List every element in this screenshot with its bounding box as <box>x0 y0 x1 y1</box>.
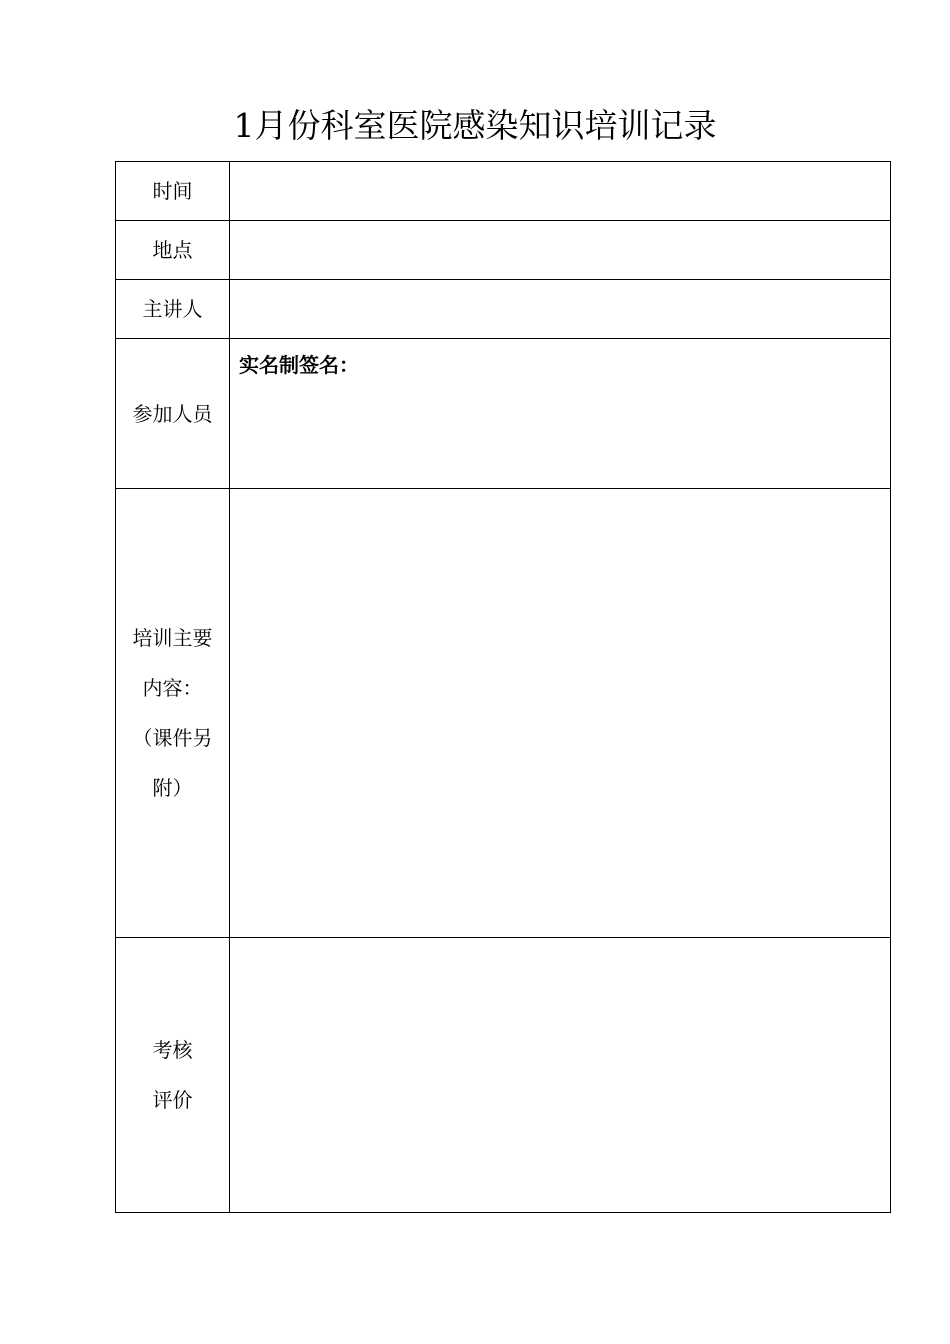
content-label-line: （课件另 <box>132 726 213 750</box>
row-participants <box>116 339 891 489</box>
content-label-line: 附） <box>152 776 193 800</box>
evaluation-label <box>116 938 230 1213</box>
time-value-field[interactable] <box>230 162 891 221</box>
speaker-label: 主讲人 <box>116 280 230 339</box>
participants-signin-field[interactable] <box>230 339 891 489</box>
row-location <box>116 221 891 280</box>
content-label-line: 内容： <box>142 676 203 700</box>
content-label-line: 培训主要 <box>132 626 213 650</box>
content-value-field[interactable] <box>230 489 891 938</box>
evaluation-value-field[interactable] <box>230 938 891 1213</box>
signin-label: 实名制签名： <box>239 353 359 377</box>
location-label: 地点 <box>116 221 230 280</box>
evaluation-label-line: 考核 <box>152 1038 193 1062</box>
content-label <box>116 489 230 938</box>
row-evaluation <box>116 938 891 1213</box>
location-value-field[interactable] <box>230 221 891 280</box>
time-label: 时间 <box>116 162 230 221</box>
participants-label: 参加人员 <box>116 339 230 489</box>
row-speaker <box>116 280 891 339</box>
evaluation-label-line: 评价 <box>152 1088 193 1112</box>
row-content <box>116 489 891 938</box>
training-record-table <box>115 161 891 1213</box>
document-title: 1月份科室医院感染知识培训记录 <box>233 106 717 145</box>
speaker-value-field[interactable] <box>230 280 891 339</box>
row-time <box>116 162 891 221</box>
